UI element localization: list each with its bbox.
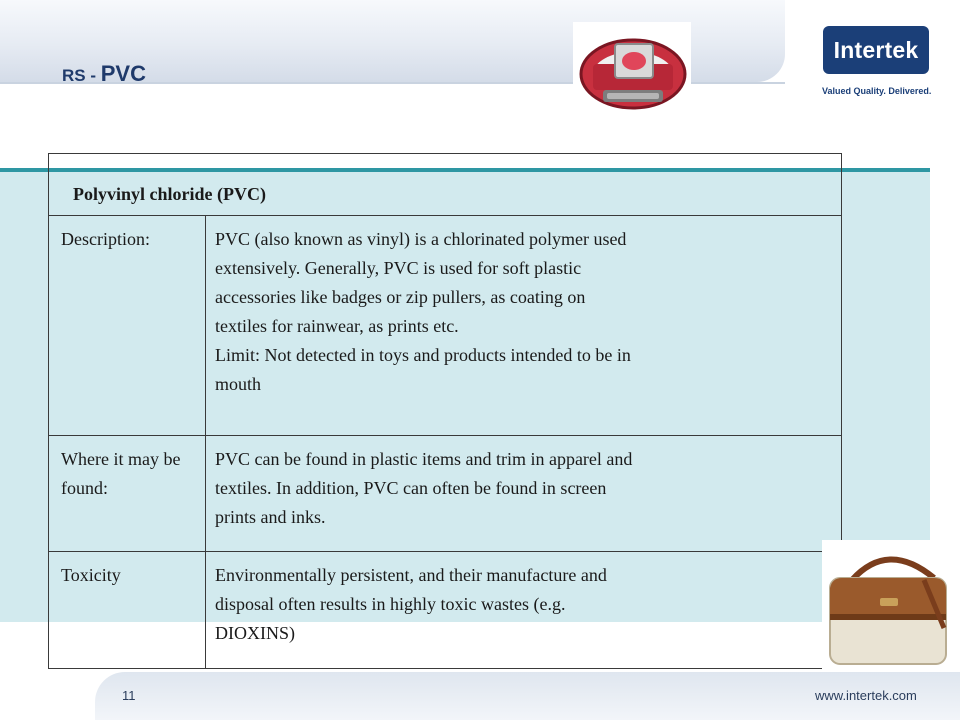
bracelet-image: [573, 22, 691, 122]
text-line: DIOXINS): [215, 623, 295, 643]
text-line: accessories like badges or zip pullers, as coating on: [215, 287, 586, 307]
row-text-toxicity: [206, 552, 842, 669]
row-label-description: Description:: [49, 216, 206, 436]
text-line: prints and inks.: [215, 507, 326, 527]
slide-title-prefix: RS -: [62, 66, 101, 85]
table-row: [49, 436, 842, 552]
text-line: textiles for rainwear, as prints etc.: [215, 316, 459, 336]
text-line: PVC can be found in plastic items and trim in apparel and: [215, 449, 633, 469]
slide-title-main: PVC: [100, 61, 146, 86]
table-row: [49, 552, 842, 669]
logo-tagline: Valued Quality. Delivered.: [822, 86, 932, 96]
row-label-toxicity: Toxicity: [49, 552, 206, 669]
intertek-logo: Intertek: [823, 26, 929, 74]
footer-url-link[interactable]: www.intertek.com: [815, 688, 917, 703]
handbag-image: [822, 540, 954, 670]
text-line: textiles. In addition, PVC can often be found in screen: [215, 478, 607, 498]
table-row: [49, 216, 842, 436]
row-text-description: [206, 216, 842, 436]
pvc-info-table: [48, 153, 842, 669]
text-line: disposal often results in highly toxic wastes (e.g.: [215, 594, 566, 614]
row-text-where-found: [206, 436, 842, 552]
text-line: extensively. Generally, PVC is used for soft plastic: [215, 258, 582, 278]
row-label-where-found: Where it may be found:: [49, 436, 206, 552]
pvc-info-table-wrapper: [48, 153, 841, 668]
text-line: Environmentally persistent, and their manufacture and: [215, 565, 607, 585]
text-line: Limit: Not detected in toys and products intended to be in: [215, 345, 631, 365]
slide-title: [62, 52, 146, 89]
table-header-cell: Polyvinyl chloride (PVC): [49, 154, 842, 216]
text-line: PVC (also known as vinyl) is a chlorinated polymer used: [215, 229, 627, 249]
table-header-row: [49, 154, 842, 216]
page-number: 11: [122, 688, 136, 703]
text-line: mouth: [215, 374, 262, 394]
